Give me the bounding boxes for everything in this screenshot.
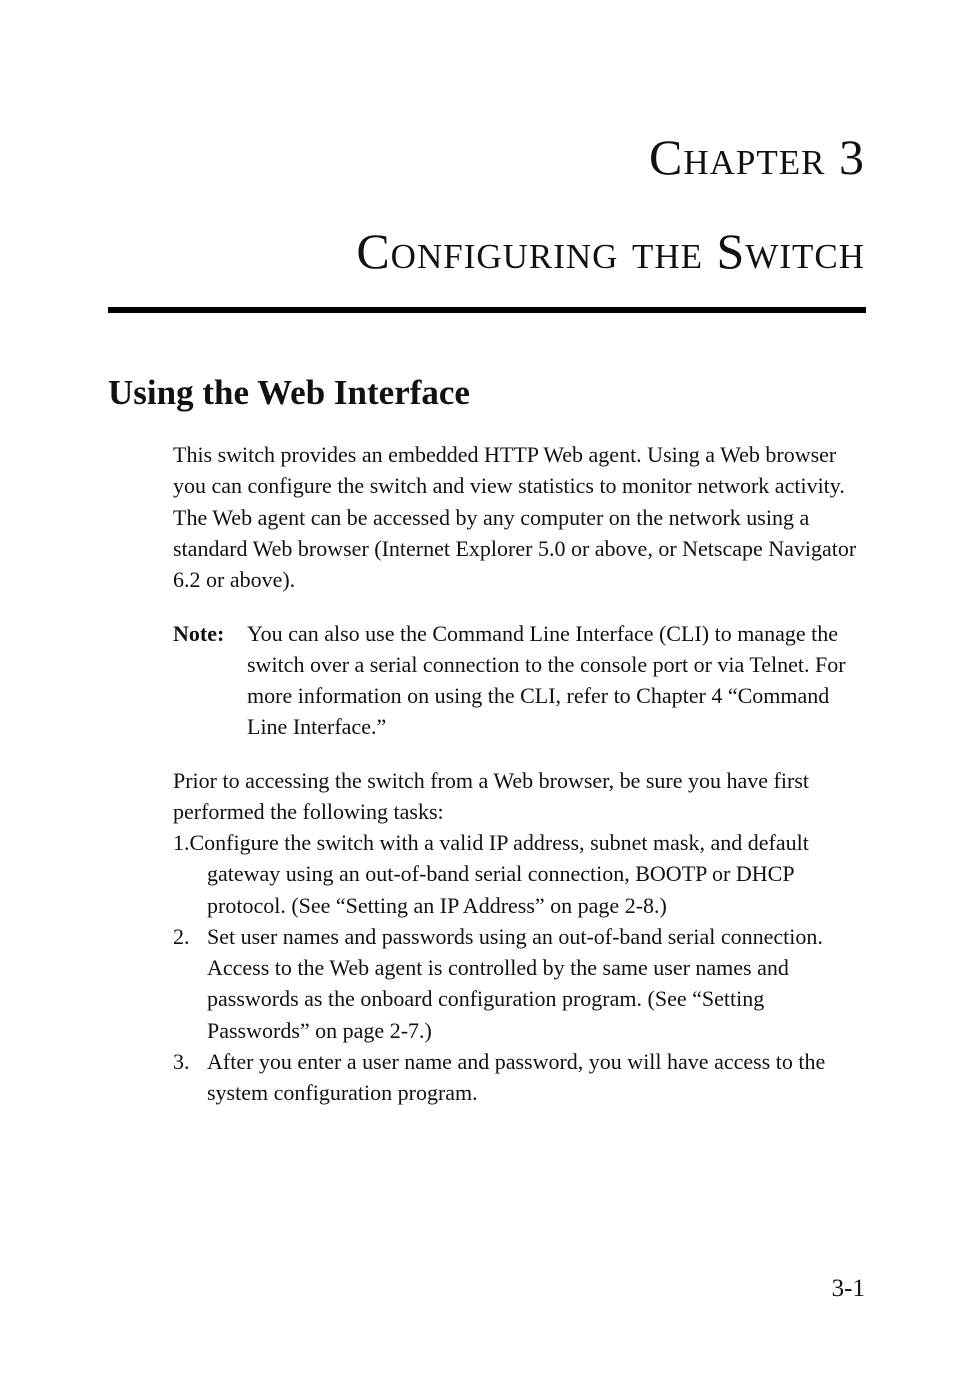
chapter-divider <box>108 307 866 313</box>
chapter-title: Configuring the Switch <box>356 223 865 279</box>
task-list <box>173 827 868 1109</box>
list-item <box>173 921 868 1046</box>
list-item-number: 3. <box>173 1049 190 1075</box>
list-item-number: 2. <box>173 923 190 949</box>
prior-paragraph: Prior to accessing the switch from a Web browser, be sure you have first performed the following tasks: <box>173 768 809 825</box>
list-item-text: Configure the switch with a valid IP address, subnet mask, and default gateway using an out-of-band serial connection, BOOTP or DHCP protocol. (See “Setting an IP Address” on page 2-8.) <box>189 830 809 918</box>
list-item-text: After you enter a user name and password, you will have access to the system configuration program. <box>207 1049 826 1106</box>
chapter-number-title: Chapter 3 <box>649 129 865 185</box>
list-item-text: Set user names and passwords using an out-of-band serial connection. Access to the Web agent is controlled by the same user names and passwords as the onboard configuration program. (See “Setting Passwords” on page 2-7.) <box>207 923 823 1043</box>
intro-paragraph: This switch provides an embedded HTTP Web agent. Using a Web browser you can configure the switch and view statistics to monitor network activity. The Web agent can be accessed by any computer on the network using a standard Web browser (Internet Explorer 5.0 or above, or Netscape Navigator 6.2 or above). <box>173 442 857 593</box>
list-item-number: 1. <box>173 830 190 855</box>
note-text: You can also use the Command Line Interface (CLI) to manage the switch over a serial connection to the console port or via Telnet. For more information on using the CLI, refer to Chapter 4 “Command Line Interface.” <box>247 621 846 739</box>
note-label: Note: <box>173 621 225 646</box>
list-item <box>173 1046 868 1109</box>
note-block <box>173 618 868 742</box>
list-item <box>173 827 868 921</box>
page-number: 3-1 <box>831 1275 865 1302</box>
section-heading: Using the Web Interface <box>108 373 470 412</box>
